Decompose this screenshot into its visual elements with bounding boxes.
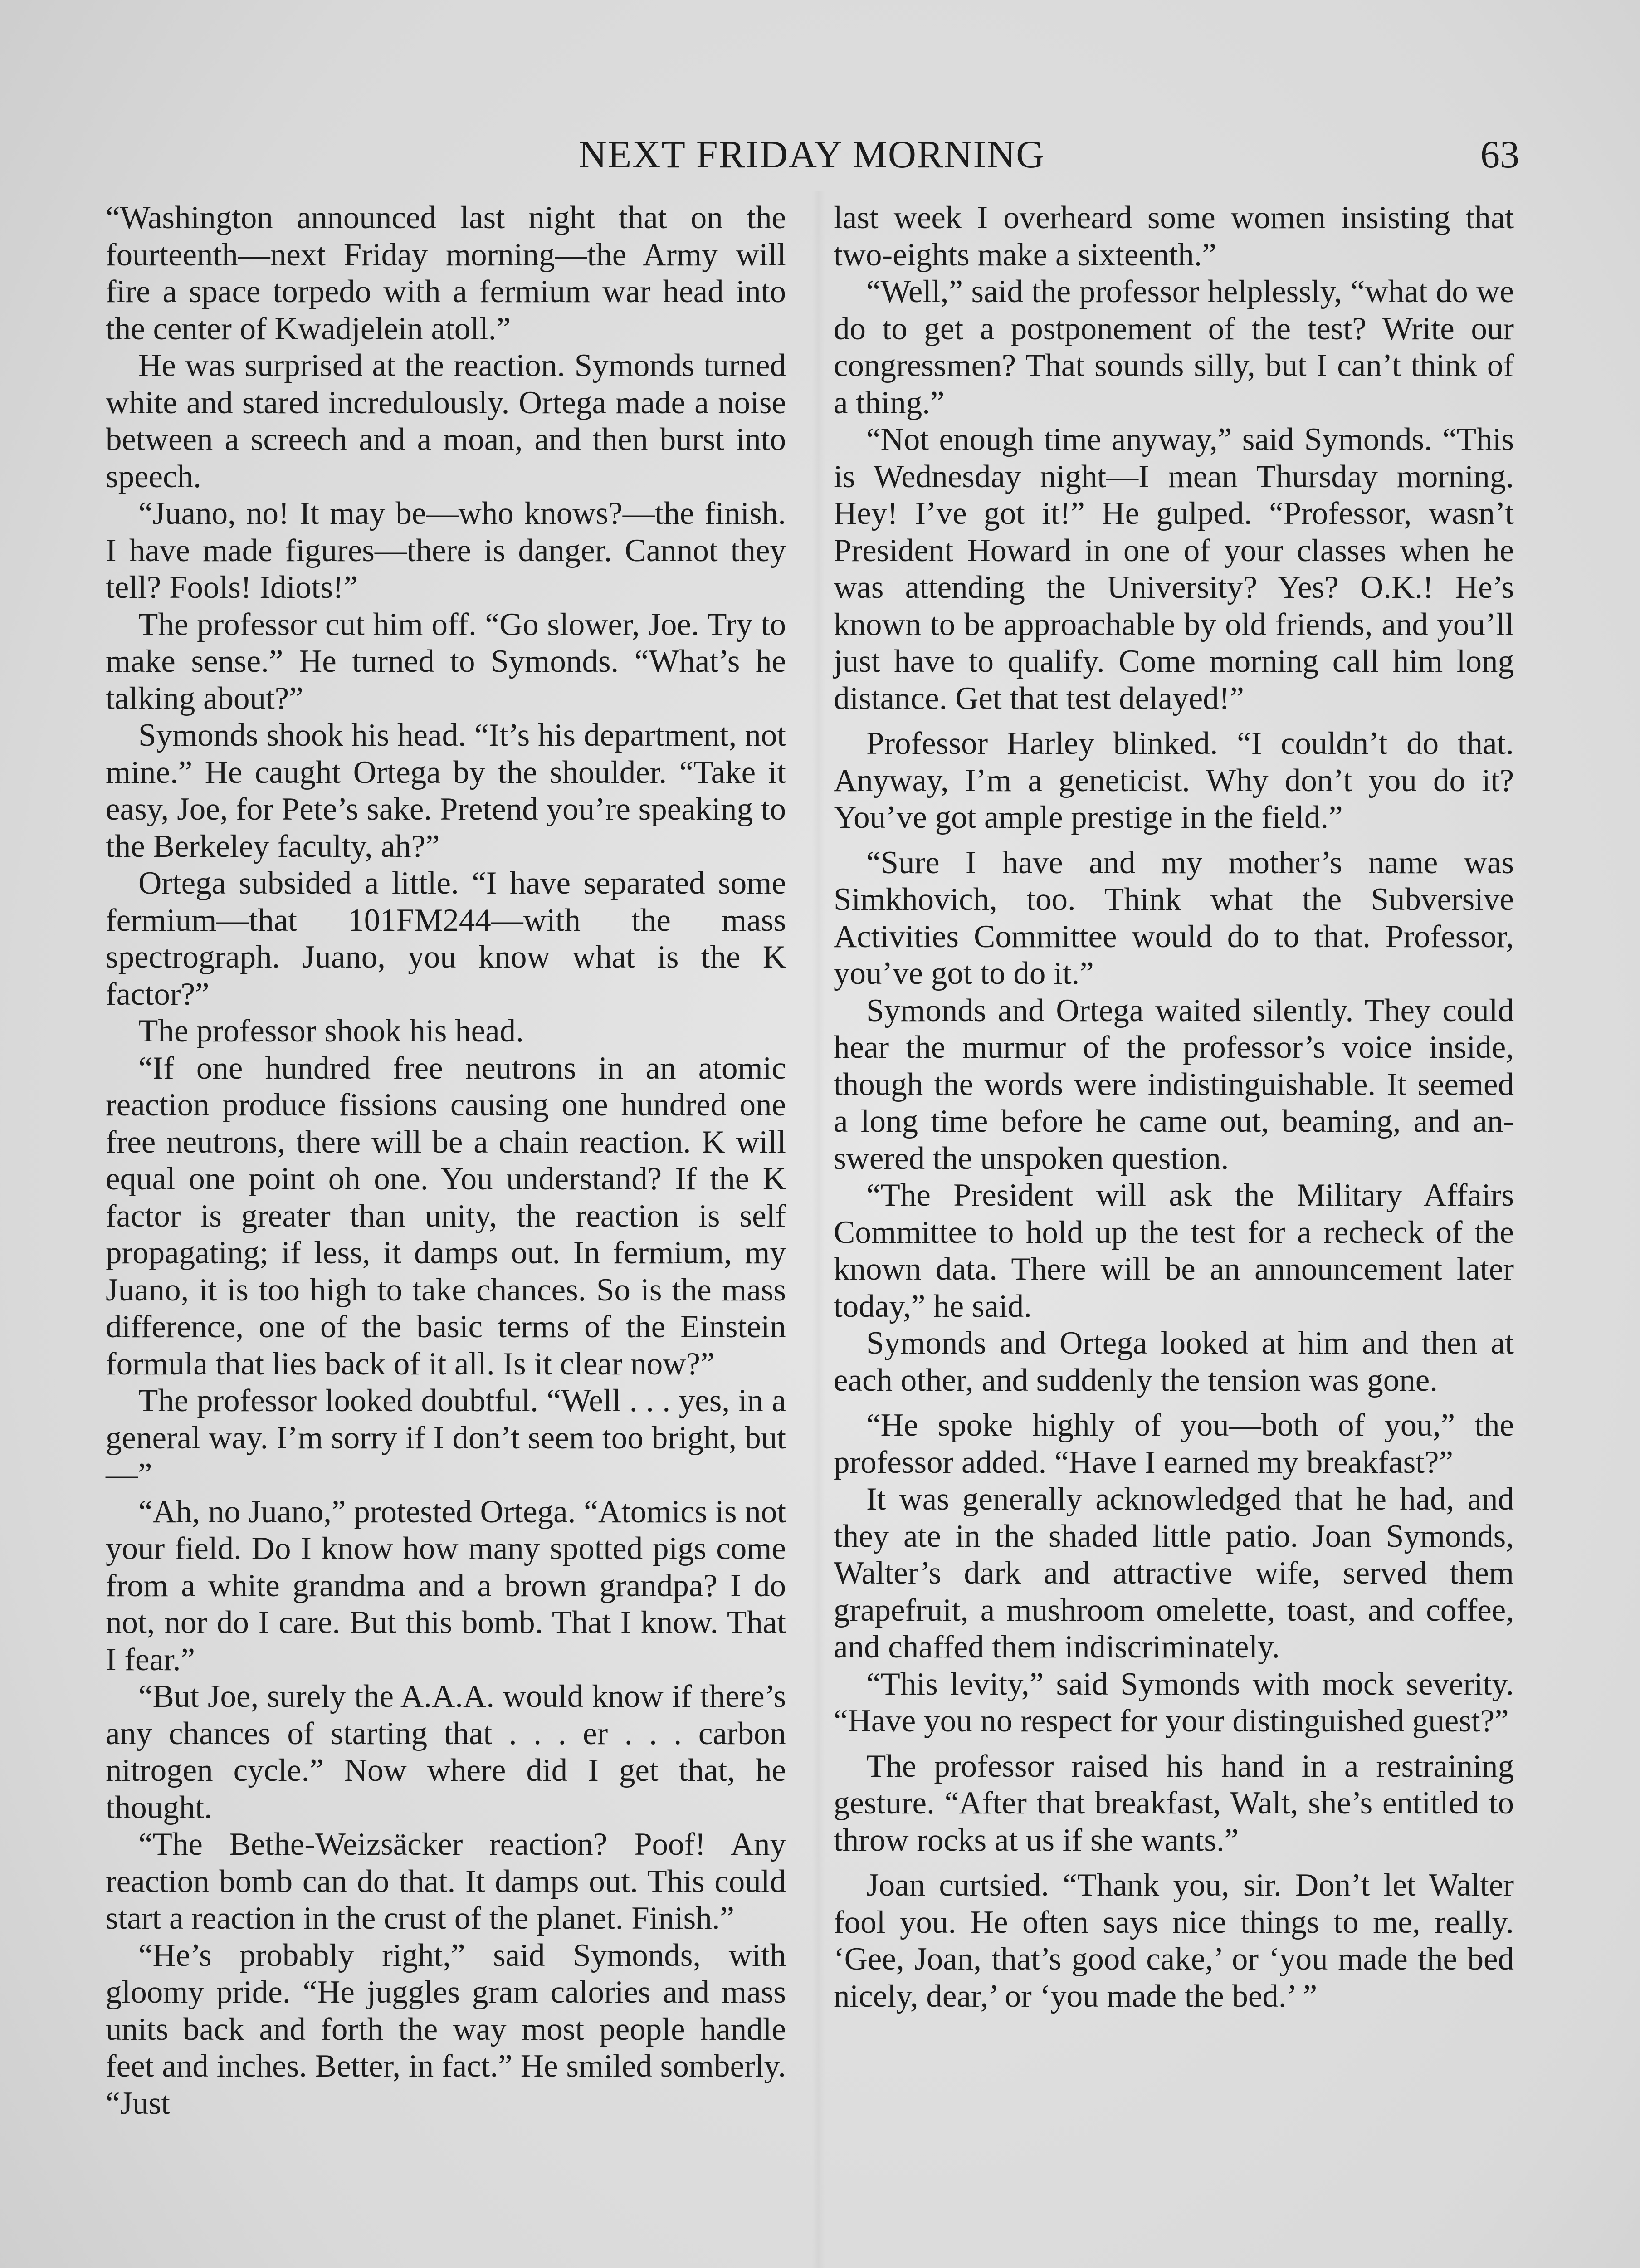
- paragraph: Symonds and Ortega waited silently. They could hear the murmur of the professor’s voice inside, though the words were indistinguishable. It seemed a long time before he came out, beaming, and answered the unspoken question.: [834, 992, 1514, 1176]
- paragraph: “Well,” said the professor helplessly, “what do we do to get a postponement of the test? Write our congressmen? That sounds silly, but I can’t think of a thing.”: [834, 274, 1514, 420]
- paragraph: “Ah, no Juano,” protested Ortega. “Atomics is not your field. Do I know how many spotted pigs come from a white grandma and a brown grandpa? I do not, nor do I care. But this bomb. That I know. That I fear.”: [106, 1494, 786, 1677]
- paragraph: “Not enough time anyway,” said Symonds. “This is Wednesday night—I mean Thursday morning. Hey! I’ve got it!” He gulped. “Professor, wasn’t President Howard in one of your classes when he was attending the University? Yes? O.K.! He’s known to be approachable by old friends, and you’ll just have to qualify. Come morning call him long distance. Get that test delayed!”: [834, 422, 1514, 716]
- paragraph: “Washington announced last night that on the fourteenth—next Friday morning—the Army will fire a space torpedo with a fermium war head into the center of Kwadjelein atoll.”: [106, 200, 786, 347]
- column-gutter: [812, 191, 825, 2268]
- paragraph: “Juano, no! It may be—who knows?—the finish. I have made figures—there is danger. Cannot they tell? Fools! Idiots!”: [106, 496, 786, 605]
- paragraph: “The President will ask the Military Affairs Committee to hold up the test for a recheck of the known data. There will be an announcement later today,” he said.: [834, 1178, 1514, 1324]
- right-column: [834, 200, 1514, 2015]
- paragraph: “Sure I have and my mother’s name was Simkhovich, too. Think what the Subversive Activities Committee would do to that. Professor, you’ve got to do it.”: [834, 845, 1514, 991]
- paragraph: “If one hundred free neutrons in an atomic reaction produce fissions causing one hundred one free neutrons, there will be a chain reaction. K will equal one point oh one. You understand? If the K factor is greater than unity, the reaction is self propagating; if less, it damps out. In fermium, my Juano, it is too high to take chances. So is the mass difference, one of the basic terms of the Einstein formula that lies back of it all. Is it clear now?”: [106, 1050, 786, 1382]
- paragraph: The professor raised his hand in a restraining gesture. “After that breakfast, Walt, she’s entitled to throw rocks at us if she wants.”: [834, 1748, 1514, 1858]
- paragraph: The professor looked doubtful. “Well . . . yes, in a general way. I’m sorry if I don’t seem too bright, but—”: [106, 1383, 786, 1492]
- page-header: [104, 125, 1519, 184]
- paragraph: The professor cut him off. “Go slower, Joe. Try to make sense.” He turned to Symonds. “What’s he talking about?”: [106, 606, 786, 716]
- page-number: 63: [1480, 132, 1519, 176]
- paragraph: “But Joe, surely the A.A.A. would know if there’s any chances of starting that . . . er . . . carbon nitrogen cycle.” Now where did I get that, he thought.: [106, 1679, 786, 1825]
- paragraph: “This levity,” said Symonds with mock severity. “Have you no respect for your distinguished guest?”: [834, 1666, 1514, 1739]
- paragraph: It was generally acknowledged that he had, and they ate in the shaded little patio. Joan Symonds, Walter’s dark and attractive wife, served them grapefruit, a mushroom omelette, toast, and coffee, and chaffed them indiscriminately.: [834, 1481, 1514, 1665]
- paragraph: The professor shook his head.: [138, 1013, 524, 1049]
- running-title: NEXT FRIDAY MORNING: [578, 132, 1045, 176]
- paragraph: Ortega subsided a little. “I have separated some fermium—that 101FM244—with the mass spectrograph. Juano, you know what is the K factor?”: [106, 865, 786, 1012]
- paragraph: Symonds and Ortega looked at him and then at each other, and suddenly the tension was gone.: [834, 1325, 1514, 1398]
- paragraph: Symonds shook his head. “It’s his department, not mine.” He caught Ortega by the shoulder. “Take it easy, Joe, for Pete’s sake. Pretend you’re speaking to the Berkeley faculty, ah?”: [106, 718, 786, 864]
- paragraph: He was surprised at the reaction. Symonds turned white and stared incredulously. Ortega made a noise between a screech and a moan, and then burst into speech.: [106, 348, 786, 494]
- paragraph: Professor Harley blinked. “I couldn’t do that. Anyway, I’m a geneticist. Why don’t you do it? You’ve got ample prestige in the field.”: [834, 726, 1514, 835]
- left-column: [106, 200, 786, 2122]
- paragraph: last week I overheard some women insisting that two-eights make a sixteenth.”: [834, 200, 1514, 273]
- paragraph: “He’s probably right,” said Symonds, with gloomy pride. “He juggles gram calories and mass units back and forth the way most people handle feet and inches. Better, in fact.” He smiled somberly. “Just: [106, 1937, 786, 2121]
- paragraph: “The Bethe-Weizsäcker reaction? Poof! Any reaction bomb can do that. It damps out. This could start a reaction in the crust of the planet. Finish.”: [106, 1827, 786, 1936]
- paragraph: Joan curtsied. “Thank you, sir. Don’t let Walter fool you. He often says nice things to me, really. ‘Gee, Joan, that’s good cake,’ or ‘you made the bed nicely, dear,’ or ‘you made the bed.’ ”: [834, 1867, 1514, 2014]
- paragraph: “He spoke highly of you—both of you,” the professor added. “Have I earned my breakfast?”: [834, 1408, 1514, 1480]
